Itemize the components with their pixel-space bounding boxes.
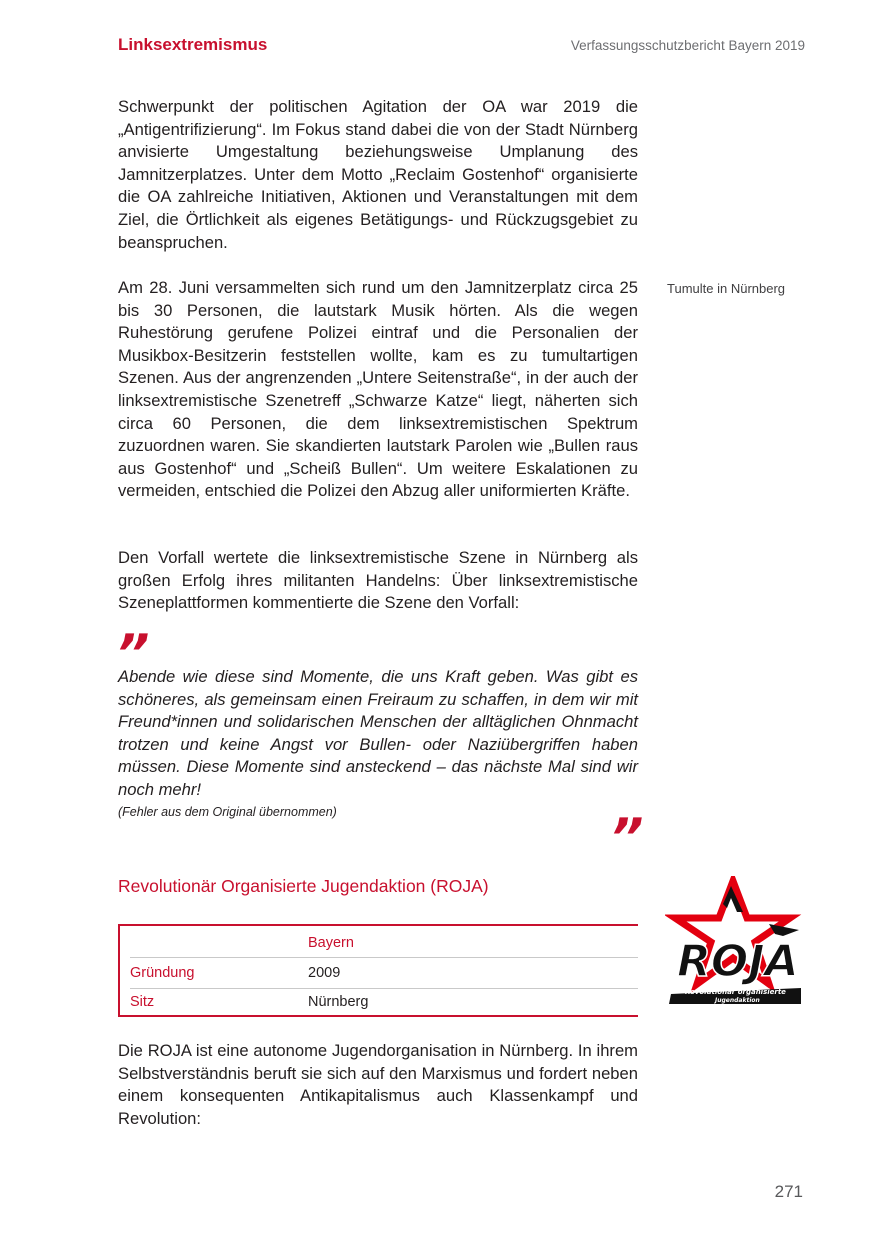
table-header-value: Bayern bbox=[308, 935, 354, 951]
paragraph-tumulte bbox=[118, 277, 638, 503]
table-value: 2009 bbox=[308, 965, 341, 981]
open-quote-icon: ” bbox=[116, 624, 150, 684]
page-number: 271 bbox=[774, 1182, 803, 1201]
table-label: Sitz bbox=[130, 994, 155, 1010]
logo-subtitle: Revolutionär organisierte bbox=[685, 988, 786, 996]
paragraph-text: Den Vorfall wertete die linksextremistische Szene in Nürnberg als großen Erfolg ihres militanten Handelns: Über linksextremistische Szeneplattformen kommentierte die Szene den Vorfall: bbox=[118, 548, 638, 613]
section-header: Linksextremismus bbox=[118, 35, 268, 54]
section-title: Revolutionär Organisierte Jugendaktion (ROJA) bbox=[118, 876, 489, 896]
table-row bbox=[120, 958, 638, 988]
publication-title: Verfassungsschutzbericht Bayern 2019 bbox=[570, 38, 805, 53]
logo-subtitle: Jugendaktion bbox=[715, 997, 760, 1004]
margin-note: Tumulte in Nürnberg bbox=[667, 281, 786, 296]
close-quote-icon: ” bbox=[610, 808, 644, 868]
table-row bbox=[120, 987, 638, 1017]
paragraph-roja bbox=[118, 1040, 638, 1130]
table-value: Nürnberg bbox=[308, 994, 369, 1010]
paragraph-text: Schwerpunkt der politischen Agitation der OA war 2019 die „Antigentrifizierung“. Im Fokus stand dabei die von der Stadt Nürnberg anvisierte Umgestaltung beziehungsweise Umplanung des Jamnitzerplatzes. Unter dem Motto „Reclaim Gostenhof“ organisierte die OA zahlreiche Initiativen, Aktionen und Veranstaltungen mit dem Ziel, die Örtlichkeit als eigenes Betätigungs- und Rückzugsgebiet zu beanspruchen. bbox=[118, 97, 638, 252]
roja-logo bbox=[665, 876, 805, 1006]
paragraph-text: Die ROJA ist eine autonome Jugendorganisation in Nürnberg. In ihrem Selbstverständnis beruft sie sich auf den Marxismus und fordert neben einem konsequenten Antikapitalismus auch Klassenkampf und Revolution: bbox=[118, 1041, 638, 1128]
table-header-row bbox=[120, 928, 638, 958]
info-table bbox=[118, 924, 638, 1017]
quote-note: (Fehler aus dem Original übernommen) bbox=[118, 805, 337, 819]
quote-text: Abende wie diese sind Momente, die uns Kraft geben. Was gibt es schöneres, als gemeinsam einen Freiraum zu schaffen, in dem wir mit Freund*innen und solidarischen Menschen der alltäglichen Ohnmacht trotzen und keine Angst vor Bullen- oder Naziübergriffen haben müssen. Diese Momente sind ansteckend – das nächste Mal sind wir noch mehr! bbox=[118, 667, 638, 799]
logo-text: ROJA bbox=[677, 936, 799, 987]
roja-logo-icon bbox=[665, 876, 805, 1006]
paragraph-antigentrifizierung bbox=[118, 96, 638, 254]
table-label: Gründung bbox=[130, 965, 195, 981]
paragraph-vorfall bbox=[118, 547, 638, 615]
paragraph-text: Am 28. Juni versammelten sich rund um den Jamnitzerplatz circa 25 bis 30 Personen, die lautstark Musik hörten. Als die wegen Ruhestörung gerufene Polizei eintraf und die Personalien der Musikbox-Besitzerin feststellen wollte, kam es zu tumultartigen Szenen. Aus der angrenzenden „Untere Seitenstraße“, in der auch der linksextremistische Szenetreff „Schwarze Katze“ liegt, näherten sich circa 60 Personen, die dem linksextremistischen Spektrum zuzuordnen waren. Sie skandierten lautstark Parolen wie „Bullen raus aus Gostenhof“ und „Scheiß Bullen“. Um weitere Eskalationen zu vermeiden, entschied die Polizei den Abzug aller uniformierten Kräfte. bbox=[118, 278, 638, 501]
